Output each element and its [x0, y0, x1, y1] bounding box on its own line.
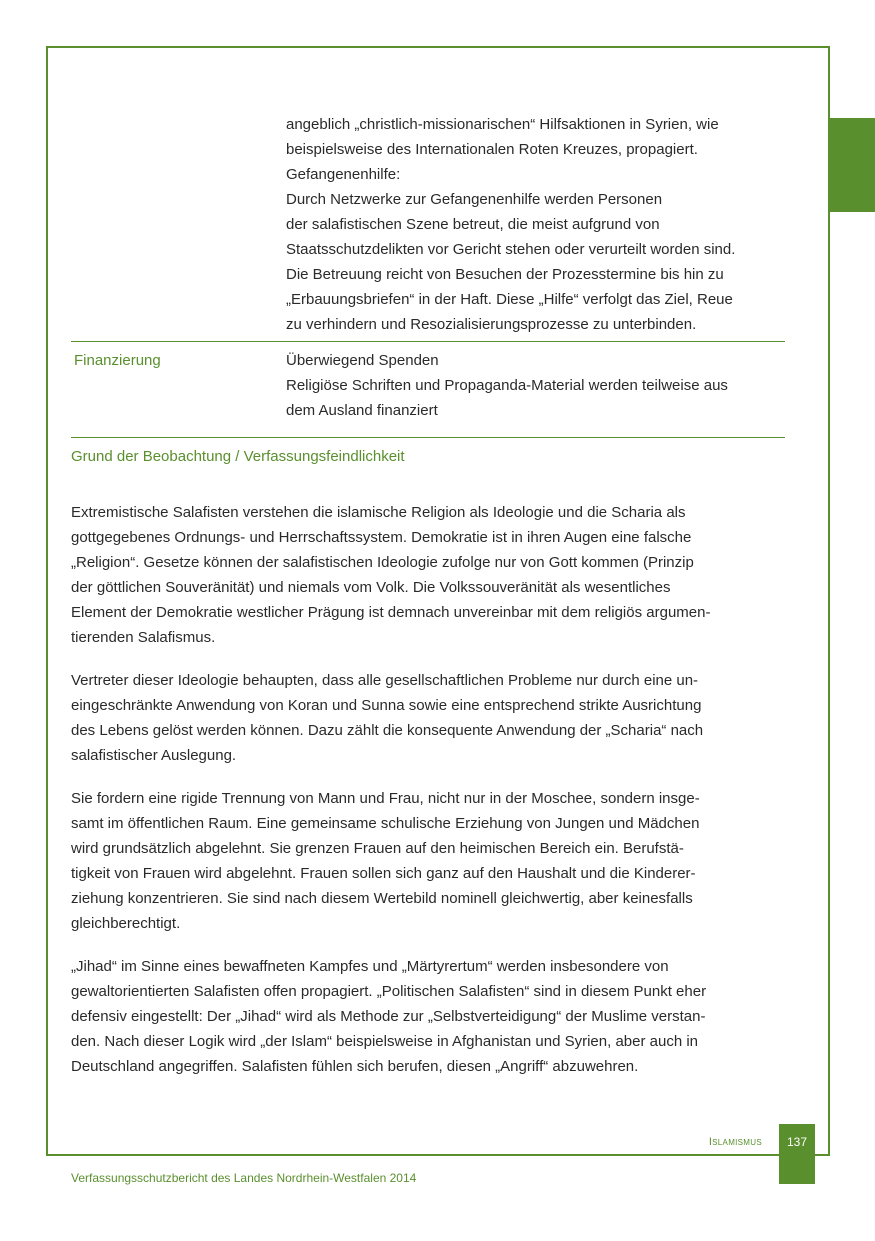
text-line: Gefangenenhilfe: — [286, 166, 401, 183]
text-line: gottgegebenes Ordnungs- und Herrschaftssystem. Demokratie ist in ihren Augen eine falsche — [71, 529, 692, 546]
text-line: der göttlichen Souveränität) und niemals vom Volk. Die Volkssouveränität als wesentliches — [71, 579, 671, 596]
footer-chapter-label: Islamismus — [708, 1136, 762, 1148]
text-line: ziehung konzentrieren. Sie sind nach diesem Wertebild nominell gleichwertig, aber keinesfalls — [71, 890, 693, 907]
text-line: salafistischer Auslegung. — [71, 747, 237, 764]
text-line: gleichberechtigt. — [71, 915, 181, 932]
section-heading: Grund der Beobachtung / Verfassungsfeindlichkeit — [71, 448, 405, 465]
text-line: Durch Netzwerke zur Gefangenenhilfe werden Personen — [286, 191, 663, 208]
text-line: Element der Demokratie westlicher Prägung ist demnach unvereinbar mit dem religiös argumen- — [71, 604, 711, 621]
text-line: eingeschränkte Anwendung von Koran und Sunna sowie eine entsprechend strikte Ausrichtung — [71, 697, 702, 714]
table-row-value — [286, 110, 785, 341]
table-row-continued — [71, 110, 785, 342]
body-paragraph — [71, 786, 785, 936]
text-line: Religiöse Schriften und Propaganda-Material werden teilweise aus — [286, 377, 728, 394]
body-paragraph — [71, 954, 785, 1079]
table-row-finanzierung — [71, 342, 785, 438]
text-line: Die Betreuung reicht von Besuchen der Prozesstermine bis hin zu — [286, 266, 724, 283]
text-line: zu verhindern und Resozialisierungsprozesse zu unterbinden. — [286, 316, 697, 333]
text-line: Extremistische Salafisten verstehen die islamische Religion als Ideologie und die Scharia als — [71, 504, 686, 521]
text-line: den. Nach dieser Logik wird „der Islam“ beispielsweise in Afghanistan und Syrien, aber auch in — [71, 1033, 699, 1050]
text-line: der salafistischen Szene betreut, die meist aufgrund von — [286, 216, 660, 233]
text-line: des Lebens gelöst werden können. Dazu zählt die konsequente Anwendung der „Scharia“ nach — [71, 722, 704, 739]
text-line: Deutschland angegriffen. Salafisten fühlen sich berufen, diesen „Angriff“ abzuwehren. — [71, 1058, 639, 1075]
text-line: Sie fordern eine rigide Trennung von Mann und Frau, nicht nur in der Moschee, sondern insge- — [71, 790, 700, 807]
text-line: „Religion“. Gesetze können der salafistischen Ideologie zufolge nur von Gott kommen (Prinzip — [71, 554, 694, 571]
text-line: gewaltorientierten Salafisten offen propagiert. „Politischen Salafisten“ sind in diesem Punkt eher — [71, 983, 707, 1000]
text-line: angeblich „christlich-missionarischen“ Hilfsaktionen in Syrien, wie — [286, 116, 719, 133]
text-line: beispielsweise des Internationalen Roten Kreuzes, propagiert. — [286, 141, 698, 158]
text-line: samt im öffentlichen Raum. Eine gemeinsame schulische Erziehung von Jungen und Mädchen — [71, 815, 700, 832]
text-line: defensiv eingestellt: Der „Jihad“ wird als Methode zur „Selbstverteidigung“ der Muslime verstan- — [71, 1008, 706, 1025]
text-line: „Erbauungsbriefen“ in der Haft. Diese „Hilfe“ verfolgt das Ziel, Reue — [286, 291, 733, 308]
text-line: dem Ausland finanziert — [286, 402, 438, 419]
table-row-label — [71, 110, 286, 341]
text-line: „Jihad“ im Sinne eines bewaffneten Kampfes und „Märtyrertum“ werden insbesondere von — [71, 958, 669, 975]
text-line: wird grundsätzlich abgelehnt. Sie grenzen Frauen auf den heimischen Bereich ein. Berufstä- — [71, 840, 684, 857]
text-line: Staatsschutzdelikten vor Gericht stehen oder verurteilt worden sind. — [286, 241, 736, 258]
footer-publication-title: Verfassungsschutzbericht des Landes Nordrhein-Westfalen 2014 — [71, 1171, 417, 1185]
body-paragraph — [71, 668, 785, 768]
text-line: Überwiegend Spenden — [286, 352, 439, 369]
table-row-value — [286, 348, 785, 423]
table-row-label: Finanzierung — [74, 352, 161, 369]
body-paragraph — [71, 500, 785, 650]
page-content — [71, 110, 785, 1097]
text-line: Vertreter dieser Ideologie behaupten, dass alle gesellschaftlichen Probleme nur durch eine un- — [71, 672, 699, 689]
text-line: tierenden Salafismus. — [71, 629, 216, 646]
page-number: 137 — [779, 1124, 815, 1184]
chapter-side-tab — [829, 118, 875, 212]
text-line: tigkeit von Frauen wird abgelehnt. Frauen sollen sich ganz auf den Haushalt und die Kinderer- — [71, 865, 696, 882]
